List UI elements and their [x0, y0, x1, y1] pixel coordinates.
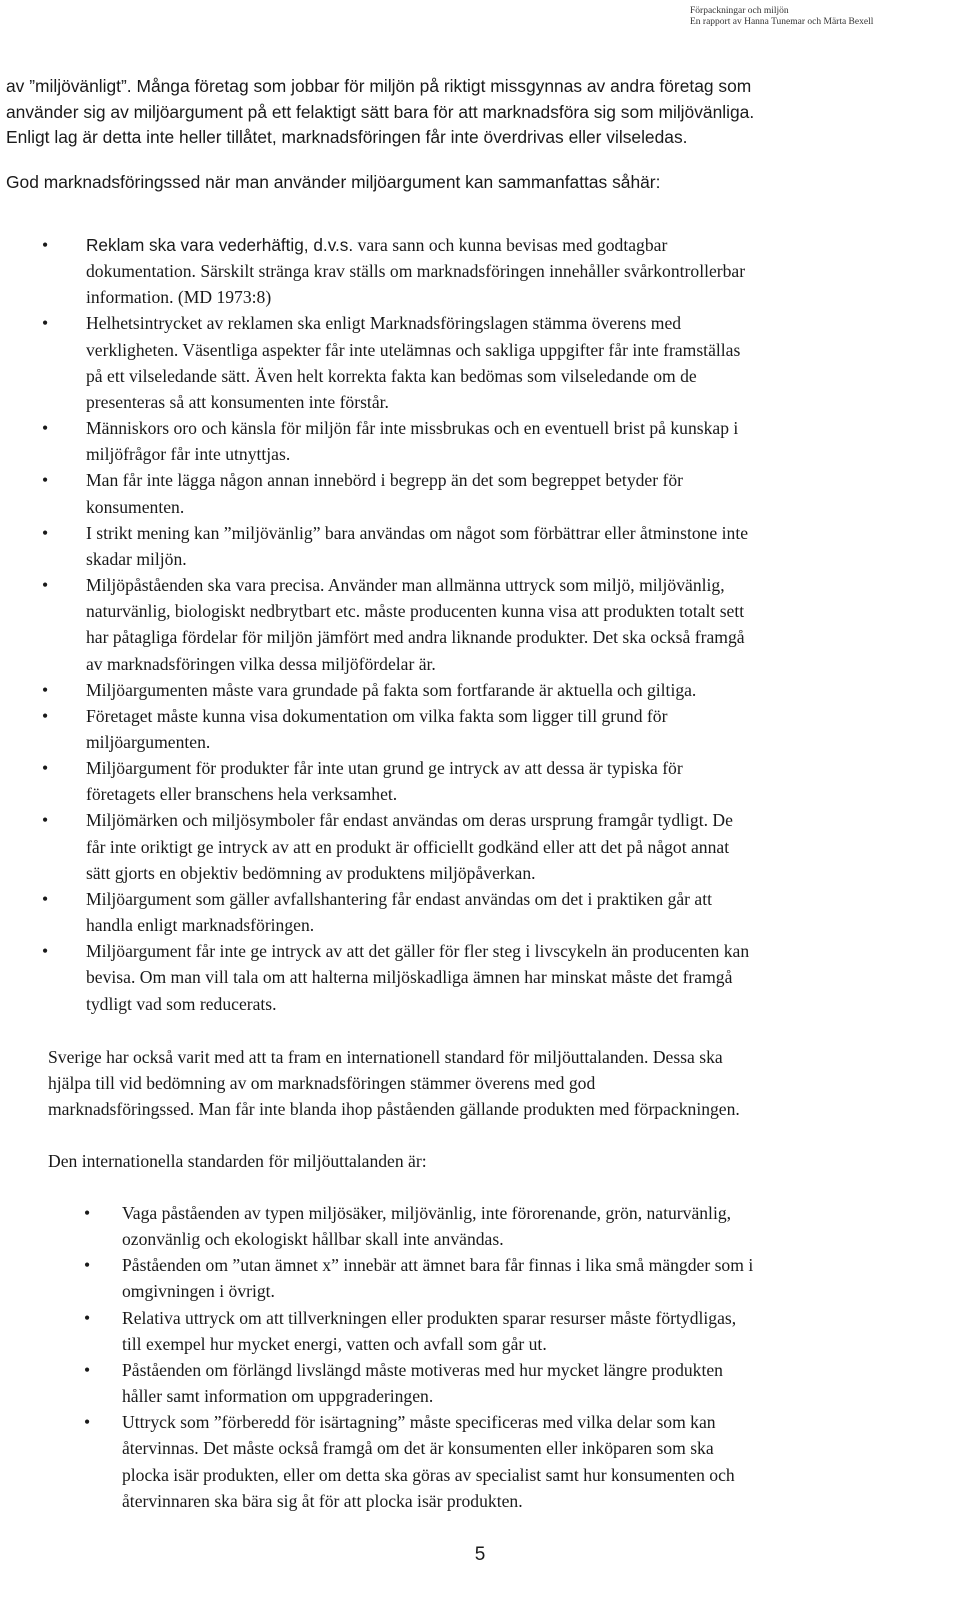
list-item: [0, 677, 950, 703]
list-item: [0, 520, 950, 572]
bullet-icon: •: [84, 1307, 91, 1328]
page-number: 5: [474, 1544, 486, 1565]
list-item-text: Miljöargumenten måste vara grundade på fakta som fortfarande är aktuella och giltiga.: [86, 679, 697, 700]
list-item: [0, 415, 950, 467]
standard-intro: Den internationella standarden för miljöuttalanden är:: [48, 1151, 427, 1171]
list-item: [0, 310, 950, 415]
bullet-icon: •: [42, 679, 49, 700]
list-item-text: Vaga påståenden av typen miljösäker, miljövänlig, inte förorenande, grön, naturvänlig, ozonvänlig och ekologiskt hållbar skall inte användas.: [122, 1203, 732, 1250]
list-item: [0, 1305, 950, 1357]
list-item: [0, 938, 950, 1016]
page-header: [690, 6, 873, 28]
list-item: [0, 886, 950, 938]
summary-sentence: God marknadsföringssed när man använder miljöargument kan sammanfattas såhär:: [6, 171, 661, 192]
intro-line: av ”miljövänligt”. Många företag som jobbar för miljön på riktigt missgynnas av andra företag som: [6, 76, 752, 96]
list-item: [0, 1200, 950, 1252]
standard-list: [0, 1200, 950, 1514]
list-item: [0, 1409, 950, 1514]
intro-line: Enligt lag är detta inte heller tillåtet, marknadsföringen får inte överdrivas eller vilseledas.: [6, 127, 688, 147]
list-item-text: Miljöpåståenden ska vara precisa. Använder man allmänna uttryck som miljö, miljövänlig, naturvänlig, biologiskt nedbrytbart etc. måste producenten kunna visa att produkten totalt sett har påtagliga fördelar för miljön jämfört med andra liknande produkter. Det ska också framgå av marknadsföringen vilka dessa miljöfördelar är.: [86, 575, 745, 674]
bullet-icon: •: [42, 235, 49, 255]
intro-section: [6, 74, 946, 195]
list-item-text: vara sann och kunna bevisas med godtagbar dokumentation. Särskilt stränga krav ställs om marknadsföringen innehåller svårkontrollerbar information. (MD 1973:8): [86, 235, 746, 308]
bullet-icon: •: [84, 1255, 91, 1276]
list-item-text: Miljöargument som gäller avfallshantering får endast användas om det i praktiken går att handla enligt marknadsföringen.: [86, 888, 713, 936]
list-item-text: Miljömärken och miljösymboler får endast användas om deras ursprung framgår tydligt. De får inte oriktigt ge intryck av att en produkt är officiellt godkänd eller att det på något annat sätt gjorts en objektiv bedömning av produktens miljöpåverkan.: [86, 810, 733, 883]
list-item-text: Uttryck som ”förberedd för isärtagning” måste specificeras med vilka delar som kan återvinnas. Det måste också framgå om det är konsumenten eller inköparen som ska plocka isär produkten, eller om detta ska göras av specialist samt hur konsumenten och återvinnaren ska bära sig åt för att plocka isär produkten.: [122, 1412, 735, 1511]
guideline-list: [0, 232, 950, 1017]
bullet-icon: •: [42, 888, 49, 909]
bullet-icon: •: [42, 522, 49, 543]
list-item: [0, 703, 950, 755]
list-item-text: Relativa uttryck om att tillverkningen eller produkten sparar resurser måste förtydligas, till exempel hur mycket energi, vatten och avfall som går ut.: [122, 1307, 737, 1354]
list-item: [0, 572, 950, 677]
intro-line: använder sig av miljöargument på ett felaktigt sätt bara för att marknadsföra sig som miljövänliga.: [6, 101, 755, 122]
header-title: Förpackningar och miljön: [690, 6, 789, 16]
list-item-text: Miljöargument får inte ge intryck av att det gäller för fler steg i livscykeln än producenten kan bevisa. Om man vill tala om att halterna miljöskadliga ämnen har minskat måste det framgå tydligt vad som reducerats.: [86, 941, 750, 1014]
bullet-icon: •: [42, 313, 49, 334]
list-item: [0, 807, 950, 885]
list-item: [0, 755, 950, 807]
standard-paragraph: Sverige har också varit med att ta fram en internationell standard för miljöuttalanden. Dessa ska hjälpa till vid bedömning av om marknadsföringen stämmer överens med god marknadsföringssed. Man får inte blanda ihop påståenden gällande produkten med förpackningen.: [48, 1047, 740, 1119]
bullet-icon: •: [42, 810, 49, 831]
list-item-text: Påståenden om förlängd livslängd måste motiveras med hur mycket längre produkten håller samt information om uppgraderingen.: [122, 1359, 723, 1407]
list-item-text: Människors oro och känsla för miljön får inte missbrukas och en eventuell brist på kunskap i miljöfrågor får inte utnyttjas.: [86, 418, 739, 465]
list-item-text: Helhetsintrycket av reklamen ska enligt Marknadsföringslagen stämma överens med verkligheten. Väsentliga aspekter får inte utelämnas och sakliga uppgifter får inte framställas på ett vilseledande sätt. Även helt korrekta fakta kan bedömas som vilseledande om de presenteras så att konsumenten inte förstår.: [86, 313, 741, 412]
list-item-text: Påståenden om ”utan ämnet x” innebär att ämnet bara får finnas i lika små mängder som i omgivningen i övrigt.: [122, 1255, 754, 1302]
header-authors: En rapport av Hanna Tunemar och Märta Bexell: [690, 17, 874, 27]
list-item: [0, 467, 950, 519]
list-item-text: Miljöargument för produkter får inte utan grund ge intryck av att dessa är typiska för företagets eller branschens hela verksamhet.: [86, 758, 683, 805]
list-item: [0, 1357, 950, 1409]
list-item: [0, 1252, 950, 1304]
bullet-icon: •: [84, 1203, 91, 1223]
bullet-icon: •: [42, 575, 49, 596]
list-item-text: Företaget måste kunna visa dokumentation om vilka fakta som ligger till grund för miljöargumenten.: [86, 705, 668, 752]
list-item: [0, 232, 950, 310]
bullet-icon: •: [42, 418, 49, 439]
bullet-icon: •: [84, 1412, 91, 1433]
bullet-icon: •: [42, 758, 49, 779]
list-item-text: I strikt mening kan ”miljövänlig” bara användas om något som förbättrar eller åtminstone inte skadar miljön.: [86, 522, 749, 569]
bullet-icon: •: [42, 705, 49, 726]
bullet-icon: •: [84, 1359, 91, 1380]
list-item-lead: Reklam ska vara vederhäftig, d.v.s.: [86, 235, 354, 255]
list-item-text: Man får inte lägga någon annan innebörd i begrepp än det som begreppet betyder för konsumenten.: [86, 470, 683, 517]
bullet-icon: •: [42, 941, 49, 962]
bullet-icon: •: [42, 470, 49, 491]
